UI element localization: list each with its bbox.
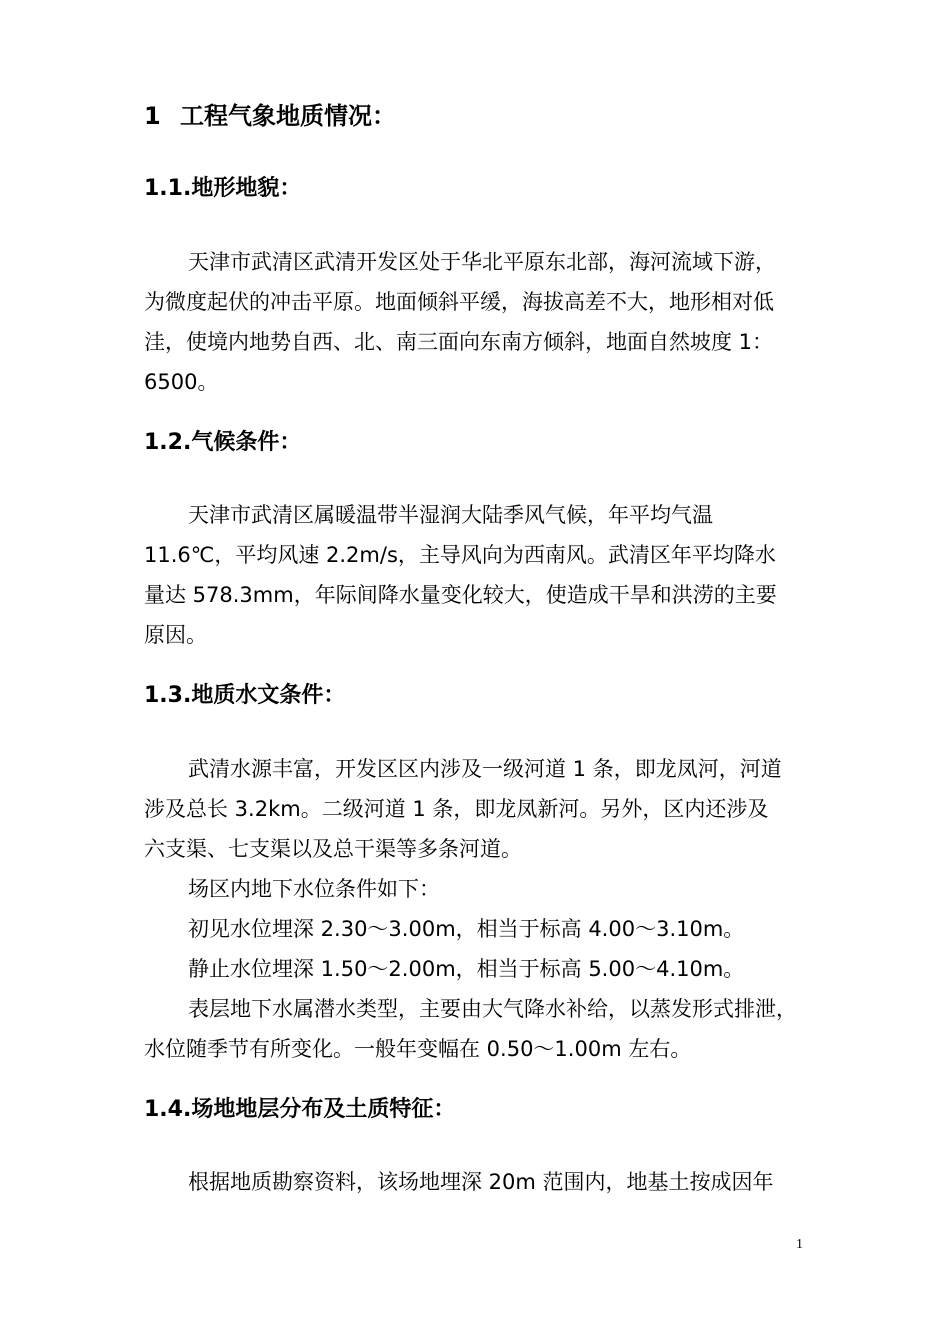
page-number: 1: [796, 1237, 803, 1252]
chapter-title: 工程气象地质情况：: [180, 102, 396, 130]
paragraph-line: 涉及总长 3.2km。二级河道 1 条，即龙凤新河。另外，区内还涉及: [144, 797, 769, 821]
paragraph-line: 静止水位埋深 1.50～2.00m，相当于标高 5.00～4.10m。: [188, 957, 745, 981]
paragraph-line: 表层地下水属潜水类型，主要由大气降水补给，以蒸发形式排泄，: [188, 997, 797, 1021]
section-heading-1-4: 1.4.场地地层分布及土质特征：: [144, 1097, 456, 1122]
paragraph-line: 量达 578.3mm，年际间降水量变化较大，使造成干旱和洪涝的主要: [144, 583, 777, 607]
section-body-1-1: [144, 242, 824, 402]
section-heading-1-3: 1.3.地质水文条件：: [144, 683, 346, 708]
section-body-1-4: [144, 1162, 824, 1202]
section-heading-1-1: 1.1.地形地貌：: [144, 176, 302, 201]
paragraph-line: 为微度起伏的冲击平原。地面倾斜平缓，海拔高差不大，地形相对低: [144, 290, 774, 314]
paragraph-line: 洼，使境内地势自西、北、南三面向东南方倾斜，地面自然坡度 1：: [144, 330, 774, 354]
paragraph-line: 原因。: [144, 623, 207, 647]
paragraph-line: 武清水源丰富，开发区区内涉及一级河道 1 条，即龙凤河，河道: [188, 757, 782, 781]
paragraph-line: 6500。: [144, 370, 219, 394]
chapter-heading: [144, 96, 396, 136]
paragraph-line: 天津市武清区武清开发区处于华北平原东北部，海河流域下游，: [188, 250, 776, 274]
paragraph-line: 六支渠、七支渠以及总干渠等多条河道。: [144, 837, 522, 861]
paragraph-line: 天津市武清区属暖温带半湿润大陆季风气候，年平均气温: [188, 503, 713, 527]
section-body-1-2: [144, 495, 824, 655]
paragraph-line: 场区内地下水位条件如下：: [188, 877, 440, 901]
paragraph-line: 11.6℃，平均风速 2.2m/s，主导风向为西南风。武清区年平均降水: [144, 543, 776, 567]
chapter-number: 1: [144, 102, 161, 130]
section-heading-1-2: 1.2.气候条件：: [144, 430, 302, 455]
paragraph-line: 水位随季节有所变化。一般年变幅在 0.50～1.00m 左右。: [144, 1037, 692, 1061]
paragraph-line: 初见水位埋深 2.30～3.00m，相当于标高 4.00～3.10m。: [188, 917, 745, 941]
paragraph-line: 根据地质勘察资料，该场地埋深 20m 范围内，地基土按成因年: [188, 1170, 774, 1194]
section-body-1-3: [144, 749, 824, 1069]
